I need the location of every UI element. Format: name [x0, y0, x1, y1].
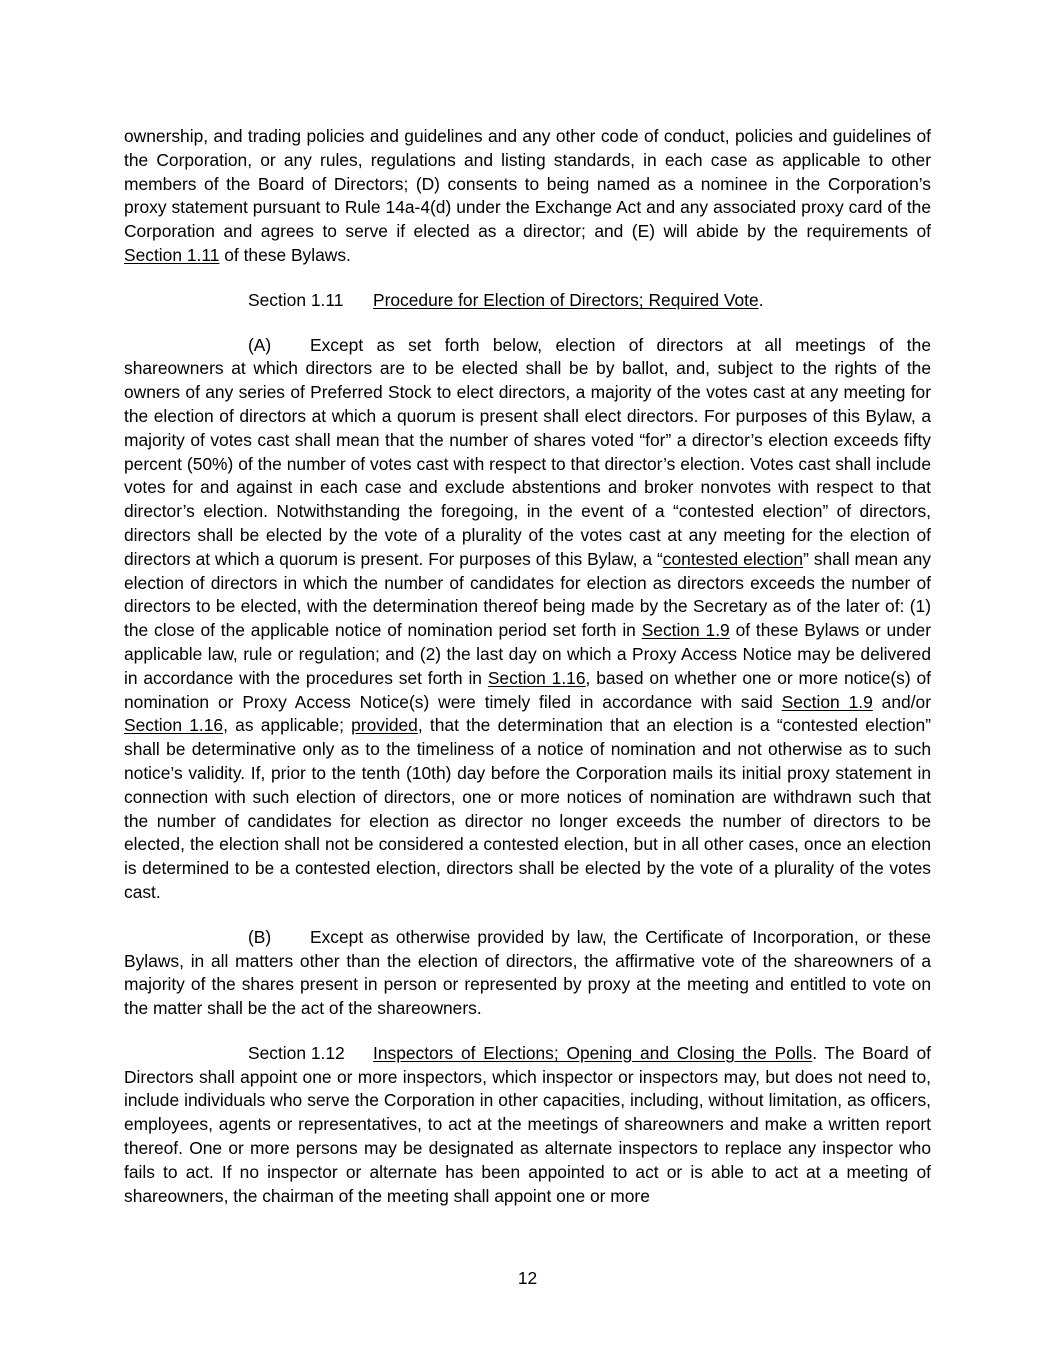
section-number: Section 1.12 [248, 1042, 345, 1063]
paragraph-text: and/or [872, 691, 931, 712]
paragraph-text: ownership, and trading policies and guidelines and any other code of conduct, policies and guidelines of the Corporation, or any rules, regulations and listing standards, in each case as applicable to other members of the Board of Directors; (D) consents to being named as a nominee in the Corporation’s proxy statement pursuant to Rule 14a-4(d) under the Exchange Act and any associated proxy card of the Corporation and agrees to serve if elected as a director; and (E) will abide by the requirements of [124, 126, 931, 242]
paragraph-text: , that the determination that an election is a “contested election” shall be determinative only as to the timeliness of a notice of nomination and not otherwise as to such notice’s validity. If, prior to the tenth (10th) day before the Corporation mails its initial proxy statement in connection with such election of directors, one or more notices of nomination are withdrawn such that the number of candidates for election as director no longer exceeds the number of directors to be elected, the election shall not be considered a contested election, but in all other cases, once an election is determined to be a contested election, directors shall be elected by the vote of a plurality of the votes cast. [124, 715, 932, 902]
section-reference: Section 1.9 [781, 691, 873, 712]
paragraph-text: Except as set forth below, election of directors at all meetings of the shareowners at which directors are to be elected shall be by ballot, and, subject to the rights of the owners of any series of Preferred Stock to elect directors, a majority of the votes cast at any meeting for the election of directors at which a quorum is present shall elect directors. For purposes of this Bylaw, a majority of votes cast shall mean that the number of shares voted “for” a director’s election exceeds fifty percent (50%) of the number of votes cast with respect to that director’s election. Votes cast shall include votes for and against in each case and exclude abstentions and broker nonvotes with respect to that director’s election. Notwithstanding the foregoing, in the event of a “contested election” of directors, directors shall be elected by the vote of a plurality of the votes cast at any meeting for the election of directors at which a quorum is present. For purposes of this Bylaw, a “ [124, 334, 931, 569]
defined-term: contested election [662, 548, 804, 569]
paragraph-text: , based on whether one or more notice(s) of nomination or Proxy Access Notice(s) were timely filed in accordance with said [124, 667, 931, 712]
paragraph-continuation [124, 125, 931, 268]
paragraph-b [124, 926, 931, 1021]
section-reference: Section 1.16 [487, 667, 586, 688]
paragraph-text: ” shall mean any election of directors in which the number of candidates for election as directors exceeds the number of directors to be elected, with the determination thereof being made by the Secretary as of the later of: (1) the close of the applicable notice of nomination period set forth in [124, 548, 932, 641]
page-number: 12 [517, 1268, 538, 1288]
section-title: Procedure for Election of Directors; Required Vote [373, 289, 759, 310]
section-reference: Section 1.16 [124, 715, 224, 736]
section-1-12 [124, 1042, 931, 1209]
paragraph-text: Except as otherwise provided by law, the Certificate of Incorporation, or these Bylaws, in all matters other than the election of directors, the affirmative vote of the shareowners of a majority of the shares present in person or represented by proxy at the meeting and entitled to vote on the matter shall be the act of the shareowners. [124, 926, 931, 1019]
document-body [124, 125, 931, 1208]
section-title: Inspectors of Elections; Opening and Closing the Polls [373, 1042, 813, 1063]
paragraph-text: of these Bylaws. [219, 244, 351, 265]
paragraph-a [124, 334, 931, 905]
section-reference: Section 1.11 [124, 244, 220, 265]
paragraph-text: of these Bylaws or under applicable law, rule or regulation; and (2) the last day on which a Proxy Access Notice may be delivered in accordance with the procedures set forth in [124, 620, 931, 688]
paragraph-text: , as applicable; [223, 715, 352, 736]
paragraph-text: . The Board of Directors shall appoint one or more inspectors, which inspector or inspectors may, but does not need to, include individuals who serve the Corporation in other capacities, including, without limitation, as officers, employees, agents or representatives, to act at the meetings of shareowners and make a written report thereof. One or more persons may be designated as alternate inspectors to replace any inspector who fails to act. If no inspector or alternate has been appointed to act or is able to act at a meeting of shareowners, the chairman of the meeting shall appoint one or more [124, 1042, 931, 1206]
paragraph-label: (A) [248, 334, 272, 355]
section-reference: Section 1.9 [641, 620, 730, 641]
paragraph-label: (B) [248, 926, 272, 947]
section-1-11-heading [124, 289, 931, 313]
defined-term: provided [351, 715, 418, 736]
section-number: Section 1.11 [248, 289, 344, 310]
title-punctuation: . [758, 289, 764, 310]
